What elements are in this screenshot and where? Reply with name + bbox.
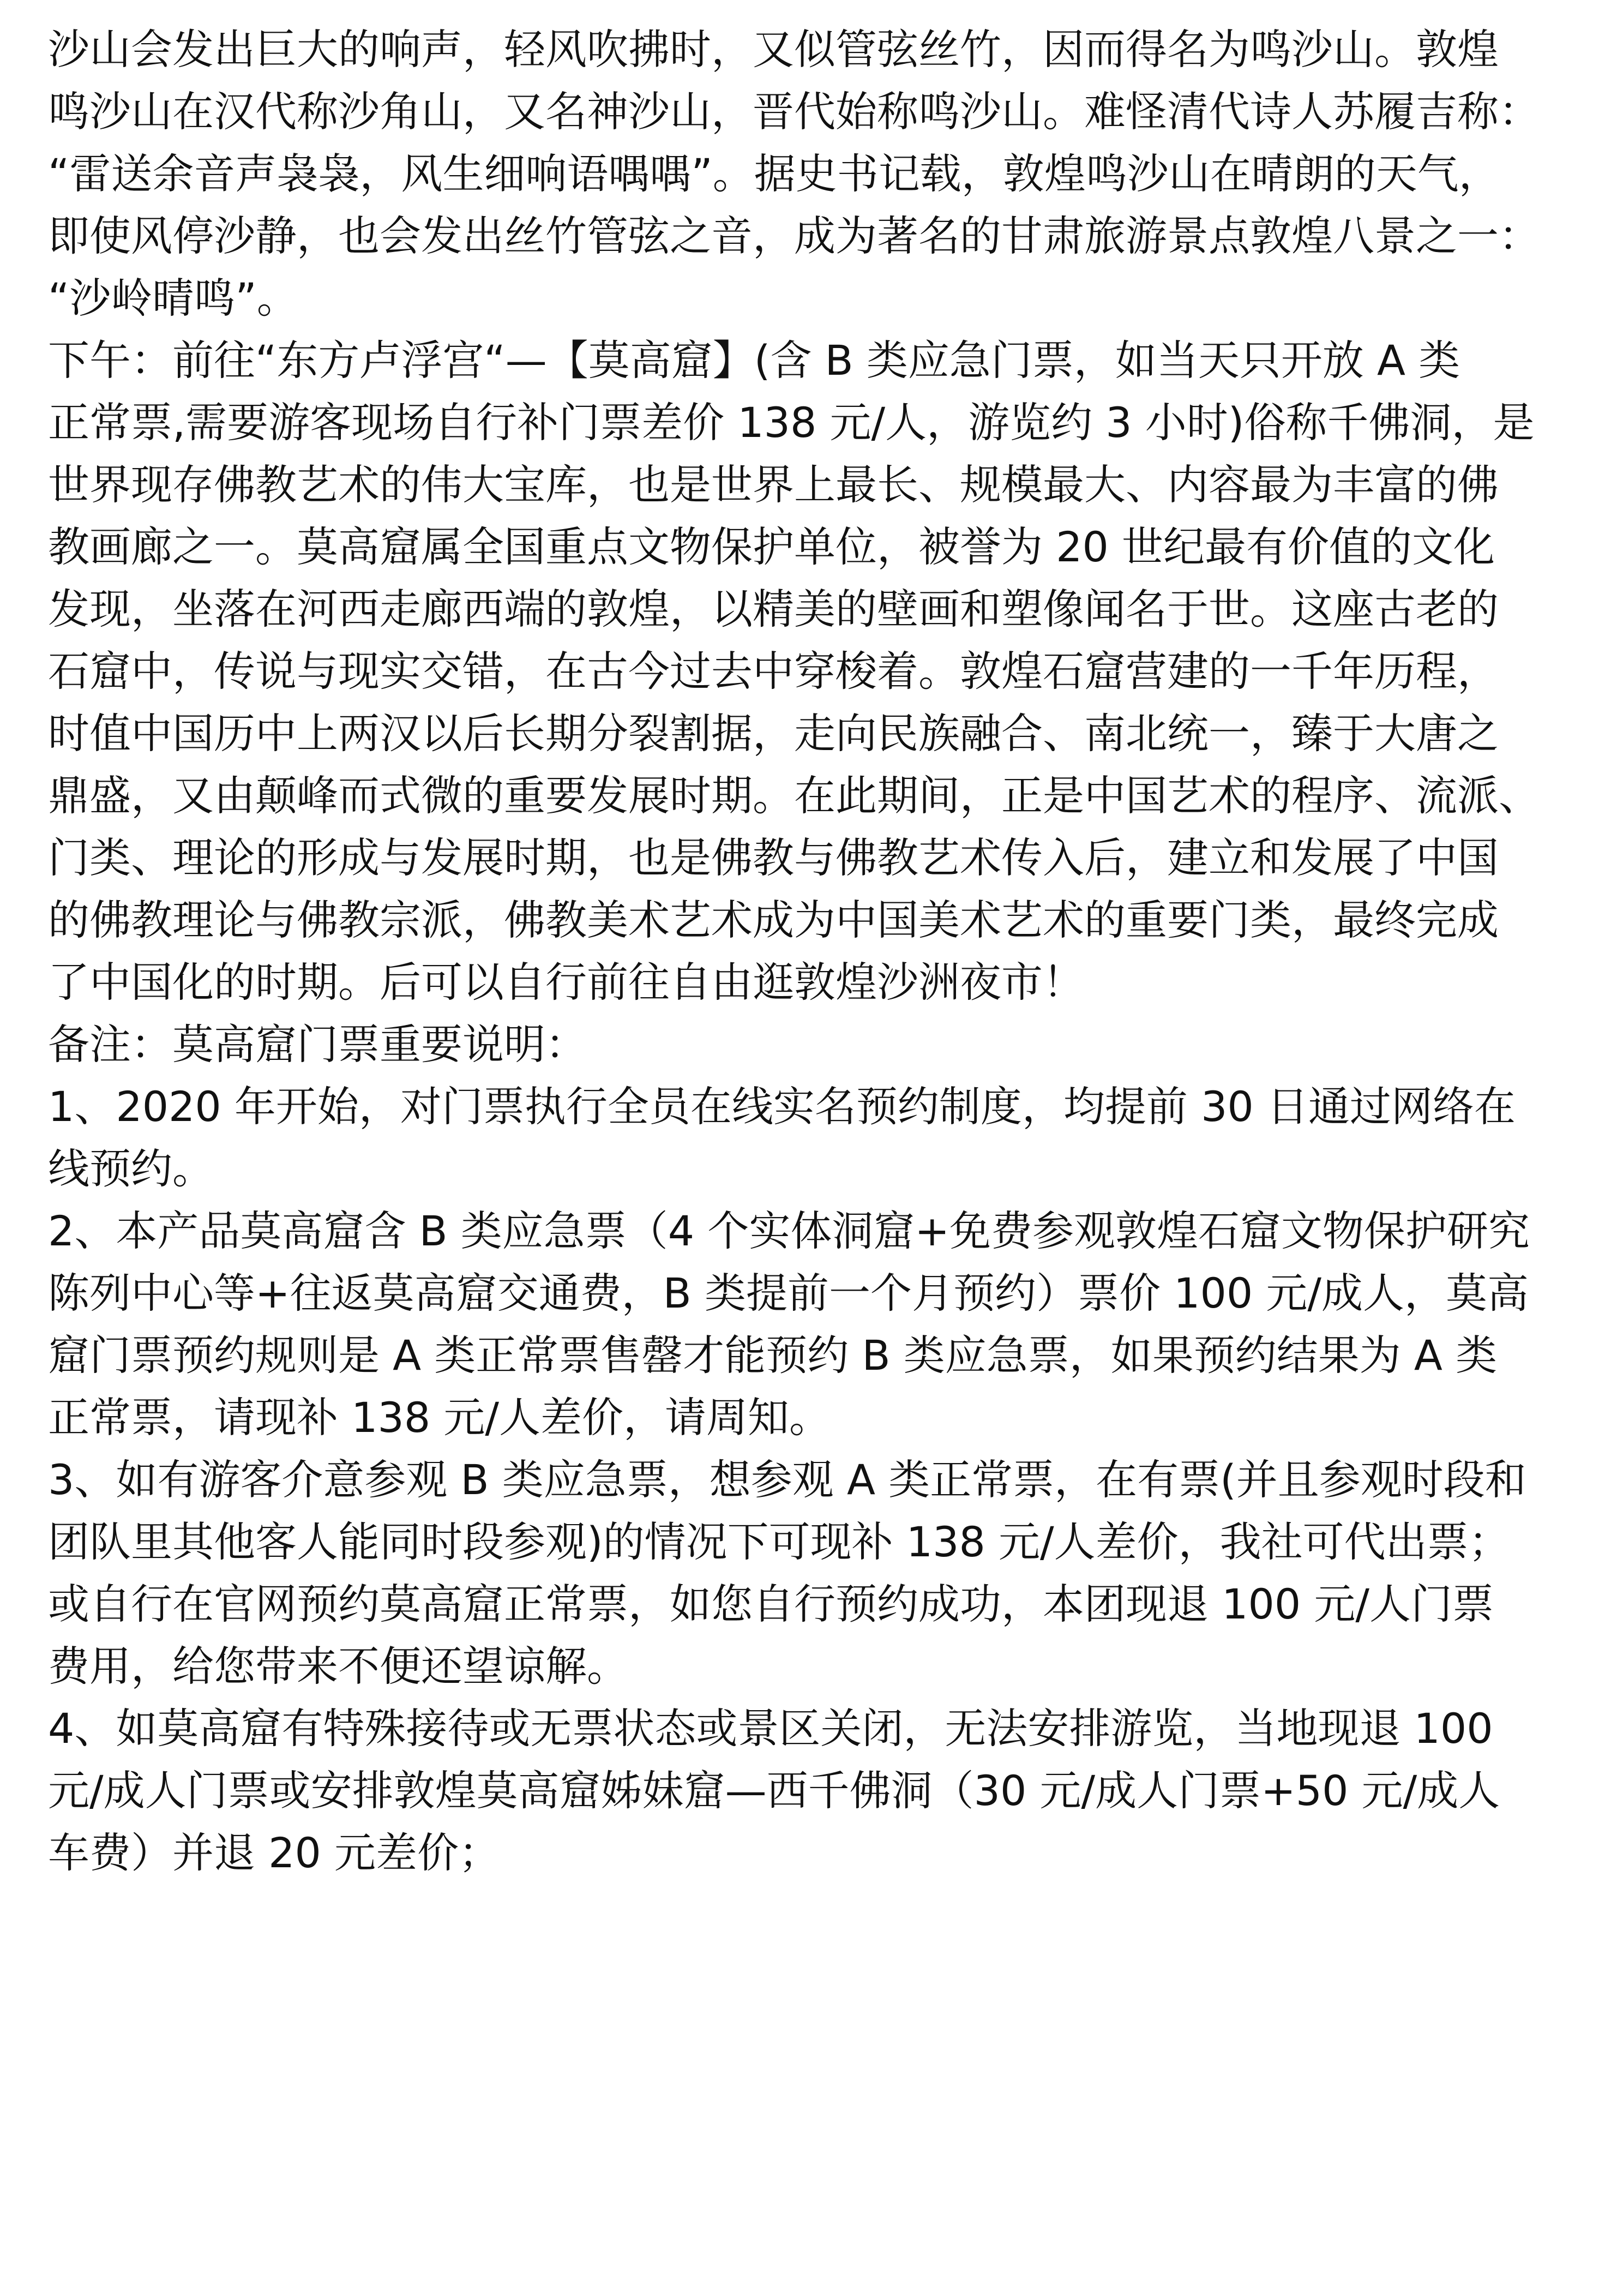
text-line: 世界现存佛教艺术的伟大宝库，也是世界上最长、规模最大、内容最为丰富的佛 [48, 460, 1499, 509]
paragraph-afternoon-mogao [48, 329, 1580, 1014]
text-line: 2、本产品莫高窟含 B 类应急票（4 个实体洞窟+免费参观敦煌石窟文物保护研究 [48, 1207, 1530, 1255]
text-line: 1、2020 年开始，对门票执行全员在线实名预约制度，均提前 30 日通过网络在 [48, 1082, 1516, 1131]
text-line: 4、如莫高窟有特殊接待或无票状态或景区关闭，无法安排游览，当地现退 100 [48, 1704, 1493, 1753]
text-line: 了中国化的时期。后可以自行前往自由逛敦煌沙洲夜市！ [48, 958, 1084, 1006]
text-line: 正常票，请现补 138 元/人差价，请周知。 [48, 1393, 831, 1442]
paragraph-mingsha-intro [48, 19, 1580, 329]
text-line: 下午：前往“东方卢浮宫“—【莫高窟】(含 B 类应急门票，如当天只开放 A 类 [48, 336, 1460, 385]
text-line: 门类、理论的形成与发展时期，也是佛教与佛教艺术传入后，建立和发展了中国 [48, 834, 1499, 882]
text-line: 沙山会发出巨大的响声，轻风吹拂时，又似管弦丝竹，因而得名为鸣沙山。敦煌 [48, 25, 1499, 74]
text-line: 元/成人门票或安排敦煌莫高窟姊妹窟—西千佛洞（30 元/成人门票+50 元/成人 [48, 1766, 1500, 1815]
section-heading: 备注：莫高窟门票重要说明： [48, 1020, 587, 1069]
paragraph-note-heading [48, 1014, 1580, 1076]
text-line: 正常票,需要游客现场自行补门票差价 138 元/人，游览约 3 小时)俗称千佛洞，是 [48, 398, 1535, 447]
text-line: 或自行在官网预约莫高窟正常票，如您自行预约成功，本团现退 100 元/人门票 [48, 1580, 1494, 1628]
text-line: 教画廊之一。莫高窟属全国重点文物保护单位，被誉为 20 世纪最有价值的文化 [48, 523, 1495, 571]
text-line: 即使风停沙静，也会发出丝竹管弦之音，成为著名的甘肃旅游景点敦煌八景之一： [48, 212, 1540, 260]
text-line: 发现，坐落在河西走廊西端的敦煌，以精美的壁画和塑像闻名于世。这座古老的 [48, 585, 1499, 633]
text-line: 车费）并退 20 元差价； [48, 1829, 501, 1877]
text-line: “沙岭晴鸣”。 [48, 274, 298, 322]
text-line: 团队里其他客人能同时段参观)的情况下可现补 138 元/人差价，我社可代出票； [48, 1518, 1510, 1566]
text-line: 费用，给您带来不便还望谅解。 [48, 1642, 628, 1690]
text-line: 鼎盛，又由颠峰而式微的重要发展时期。在此期间，正是中国艺术的程序、流派、 [48, 771, 1540, 820]
text-line: 鸣沙山在汉代称沙角山，又名神沙山，晋代始称鸣沙山。难怪清代诗人苏履吉称： [48, 87, 1540, 136]
paragraph-note-2 [48, 1200, 1580, 1449]
text-line: “雷送余音声袅袅，风生细响语喁喁”。据史书记载，敦煌鸣沙山在晴朗的天气， [48, 149, 1500, 198]
paragraph-note-1 [48, 1076, 1580, 1200]
text-line: 窟门票预约规则是 A 类正常票售罄才能预约 B 类应急票，如果预约结果为 A 类 [48, 1331, 1498, 1380]
text-line: 线预约。 [48, 1144, 214, 1193]
document-page [48, 19, 1580, 1884]
paragraph-note-4 [48, 1698, 1580, 1884]
paragraph-note-3 [48, 1449, 1580, 1698]
text-line: 时值中国历中上两汉以后长期分裂割据，走向民族融合、南北统一，臻于大唐之 [48, 709, 1499, 758]
text-line: 陈列中心等+往返莫高窟交通费，B 类提前一个月预约）票价 100 元/成人，莫高 [48, 1269, 1529, 1317]
text-line: 的佛教理论与佛教宗派，佛教美术艺术成为中国美术艺术的重要门类，最终完成 [48, 896, 1499, 944]
text-line: 石窟中，传说与现实交错，在古今过去中穿梭着。敦煌石窟营建的一千年历程， [48, 647, 1499, 696]
text-line: 3、如有游客介意参观 B 类应急票，想参观 A 类正常票，在有票(并且参观时段和 [48, 1455, 1526, 1504]
